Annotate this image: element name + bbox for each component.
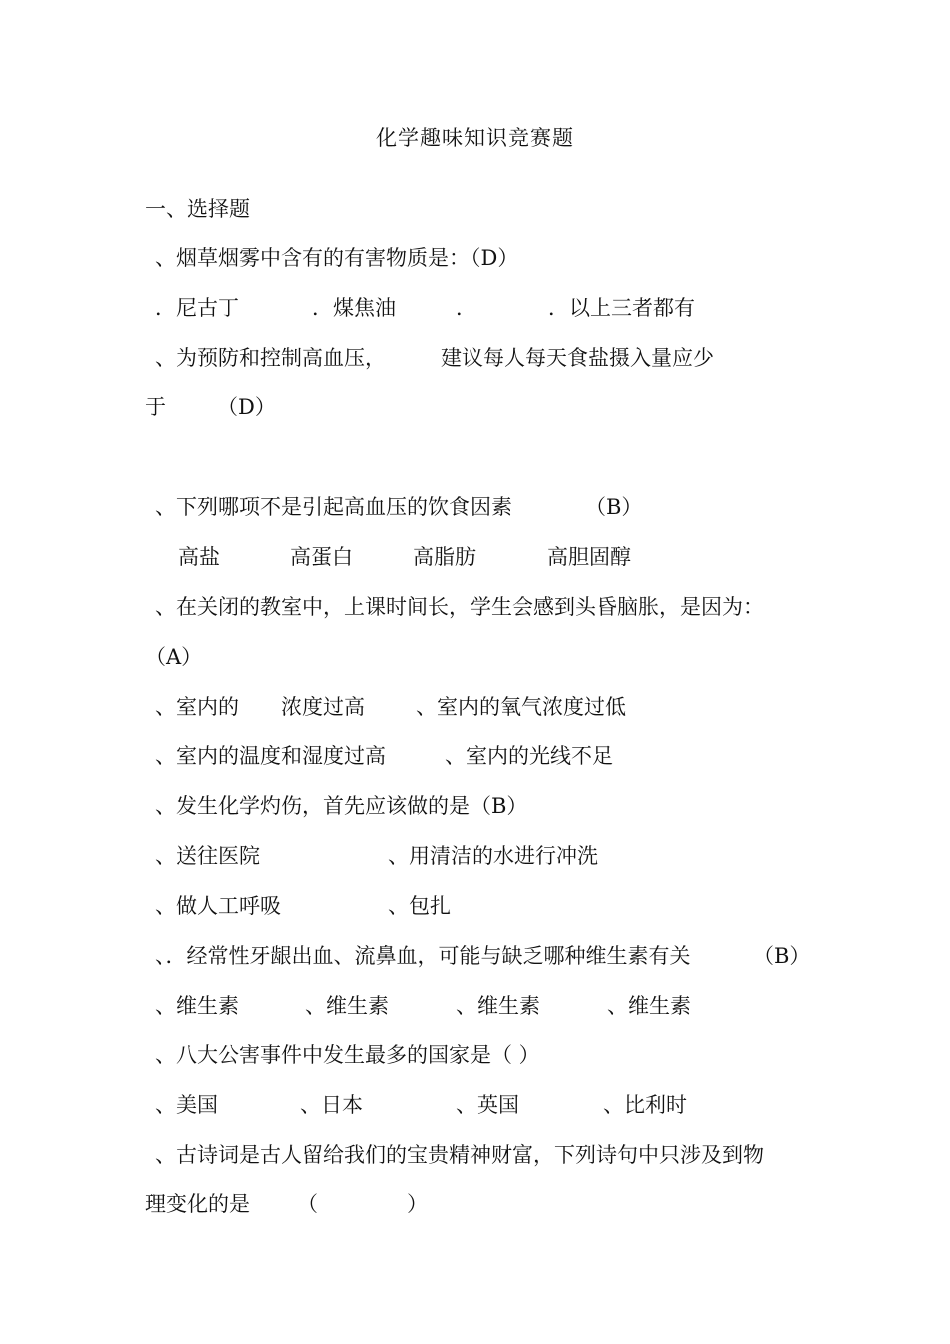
option-a: 、维生素 xyxy=(155,994,239,1018)
option-a: ．尼古丁 xyxy=(155,296,239,320)
question-2-part-1: 、为预防和控制高血压， xyxy=(155,346,386,370)
option-b: 、维生素 xyxy=(305,994,389,1018)
answer-4: （A） xyxy=(145,645,203,669)
question-3 xyxy=(155,493,855,521)
question-5-options-row-2 xyxy=(155,892,855,920)
question-8-continued xyxy=(145,1190,845,1218)
section-heading: 一、选择题 xyxy=(145,197,250,221)
question-7-options xyxy=(155,1091,855,1119)
question-1: 、烟草烟雾中含有的有害物质是：（D） xyxy=(155,246,519,270)
question-6 xyxy=(155,942,855,970)
answer-3: （B） xyxy=(585,495,643,519)
option-b: 、用清洁的水进行冲洗 xyxy=(388,844,598,868)
option-a: 高盐 xyxy=(178,545,220,569)
option-b: 、室内的氧气浓度过低 xyxy=(416,695,626,719)
question-6-text: 、．经常性牙龈出血、流鼻血，可能与缺乏哪种维生素有关 xyxy=(155,944,691,968)
question-8-part-2: 理变化的是 xyxy=(145,1192,250,1216)
option-a-part-1: 、室内的 xyxy=(155,695,239,719)
option-a: 、送往医院 xyxy=(155,844,260,868)
option-d: 、比利时 xyxy=(603,1093,687,1117)
answer-8-close-paren: ） xyxy=(407,1192,428,1216)
document-title: 化学趣味知识竞赛题 xyxy=(376,126,574,150)
option-d: 、室内的光线不足 xyxy=(445,744,613,768)
option-c: ． xyxy=(456,296,477,320)
answer-2: （D） xyxy=(217,395,276,419)
option-b: 、日本 xyxy=(300,1093,363,1117)
option-a: 、美国 xyxy=(155,1093,218,1117)
question-4-options-row-2 xyxy=(155,742,855,770)
question-1-options xyxy=(155,294,855,322)
question-4-options-row-1 xyxy=(155,693,855,721)
option-d: ．以上三者都有 xyxy=(548,296,695,320)
answer-8-open-paren: （ xyxy=(297,1192,318,1216)
option-a-part-2: 浓度过高 xyxy=(281,695,365,719)
option-c: 、室内的温度和湿度过高 xyxy=(155,744,386,768)
option-c: 、维生素 xyxy=(456,994,540,1018)
question-5: 、发生化学灼伤，首先应该做的是（B） xyxy=(155,794,528,818)
option-c: 高脂肪 xyxy=(413,545,476,569)
question-2-continued xyxy=(145,393,845,421)
question-2-part-2: 建议每人每天食盐摄入量应少 xyxy=(441,346,714,370)
option-c: 、做人工呼吸 xyxy=(155,894,281,918)
question-7: 、八大公害事件中发生最多的国家是（ ） xyxy=(155,1043,540,1067)
question-5-options-row-1 xyxy=(155,842,855,870)
question-3-options xyxy=(178,543,878,571)
option-d: 、维生素 xyxy=(607,994,691,1018)
question-8: 、古诗词是古人留给我们的宝贵精神财富，下列诗句中只涉及到物 xyxy=(155,1143,764,1167)
question-2 xyxy=(155,344,855,372)
question-6-options xyxy=(155,992,855,1020)
option-b: 高蛋白 xyxy=(290,545,353,569)
option-d: 高胆固醇 xyxy=(547,545,631,569)
question-3-text: 、下列哪项不是引起高血压的饮食因素 xyxy=(155,495,512,519)
question-2-part-3: 于 xyxy=(145,395,166,419)
answer-6: （B） xyxy=(753,944,811,968)
option-c: 、英国 xyxy=(456,1093,519,1117)
question-4: 、在关闭的教室中，上课时间长，学生会感到头昏脑胀，是因为： xyxy=(155,595,764,619)
option-b: ．煤焦油 xyxy=(312,296,396,320)
option-d: 、包扎 xyxy=(388,894,451,918)
